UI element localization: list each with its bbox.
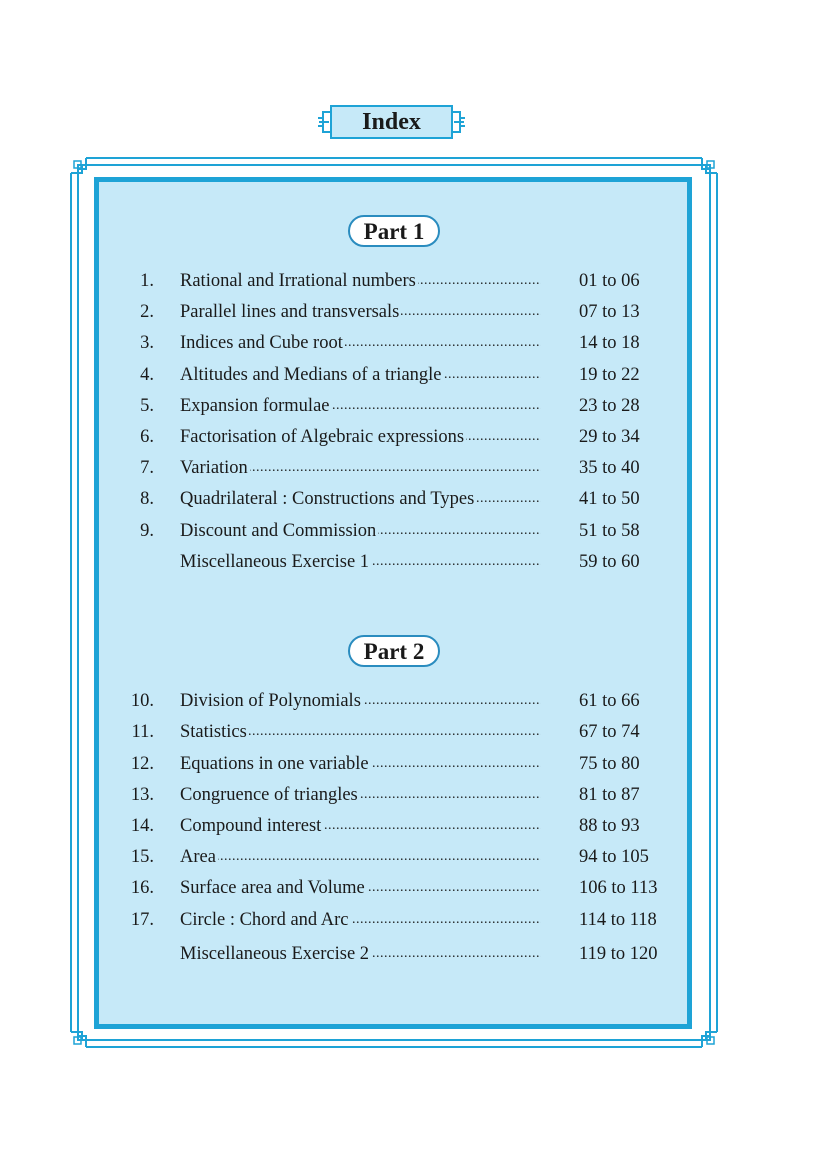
chapter-title: Quadrilateral : Constructions and Types	[180, 489, 475, 509]
chapter-number: 5.	[140, 396, 154, 416]
page-range: 41 to 50	[579, 489, 640, 509]
toc-entry[interactable]	[100, 300, 680, 324]
chapter-title: Indices and Cube root	[180, 333, 343, 353]
toc-entry[interactable]	[100, 487, 680, 511]
toc-entry[interactable]	[100, 425, 680, 449]
toc-entry[interactable]	[100, 331, 680, 355]
chapter-title: Factorisation of Algebraic expressions	[180, 427, 465, 447]
toc-entry[interactable]	[100, 814, 680, 838]
page-range: 119 to 120	[579, 944, 658, 964]
chapter-title: Surface area and Volume	[180, 878, 365, 898]
chapter-title: Division of Polynomials	[180, 691, 361, 711]
chapter-number: 10.	[130, 691, 154, 711]
chapter-number: 12.	[130, 754, 154, 774]
chapter-title: Congruence of triangles	[180, 785, 358, 805]
page-range: 07 to 13	[579, 302, 640, 322]
chapter-title: Statistics	[180, 722, 247, 742]
toc-entry[interactable]	[100, 752, 680, 776]
page-range: 23 to 28	[579, 396, 640, 416]
chapter-number: 17.	[130, 910, 154, 930]
chapter-number: 8.	[140, 489, 154, 509]
chapter-number: 13.	[130, 785, 154, 805]
chapter-number: 9.	[140, 521, 154, 541]
page-range: 01 to 06	[579, 271, 640, 291]
page-range: 14 to 18	[579, 333, 640, 353]
page-range: 75 to 80	[579, 754, 640, 774]
toc-entry[interactable]	[100, 876, 680, 900]
chapter-title: Compound interest	[180, 816, 322, 836]
page-range: 114 to 118	[579, 910, 657, 930]
toc-entry[interactable]	[100, 720, 680, 744]
chapter-number: 6.	[140, 427, 154, 447]
page-range: 61 to 66	[579, 691, 640, 711]
chapter-number: 14.	[130, 816, 154, 836]
part-1-heading: Part 1	[348, 215, 440, 247]
chapter-number: 7.	[140, 458, 154, 478]
page-range: 67 to 74	[579, 722, 640, 742]
chapter-number: 15.	[130, 847, 154, 867]
toc-entry[interactable]	[100, 269, 680, 293]
index-title-tab	[315, 104, 468, 140]
toc-entry[interactable]	[100, 845, 680, 869]
toc-entry[interactable]	[100, 394, 680, 418]
toc-entry[interactable]	[100, 689, 680, 713]
chapter-title: Equations in one variable	[180, 754, 369, 774]
chapter-title: Circle : Chord and Arc	[180, 910, 349, 930]
chapter-title: Altitudes and Medians of a triangle	[180, 365, 442, 385]
page-range: 29 to 34	[579, 427, 640, 447]
chapter-number: 3.	[140, 333, 154, 353]
toc-entry[interactable]	[100, 456, 680, 480]
toc-entry[interactable]	[100, 783, 680, 807]
chapter-number: 16.	[130, 878, 154, 898]
page-range: 106 to 113	[579, 878, 658, 898]
chapter-title: Area	[180, 847, 216, 867]
chapter-title: Parallel lines and transversals	[180, 302, 400, 322]
page-range: 19 to 22	[579, 365, 640, 385]
page-title: Index	[362, 109, 421, 135]
toc-entry[interactable]	[100, 908, 680, 932]
chapter-title: Rational and Irrational numbers	[180, 271, 416, 291]
toc-entry[interactable]	[100, 363, 680, 387]
page-range: 35 to 40	[579, 458, 640, 478]
chapter-title: Miscellaneous Exercise 1	[180, 552, 370, 572]
toc-entry[interactable]	[100, 550, 680, 574]
chapter-title: Variation	[180, 458, 248, 478]
toc-entry[interactable]	[100, 942, 680, 966]
part-2-heading: Part 2	[348, 635, 440, 667]
page-range: 94 to 105	[579, 847, 649, 867]
chapter-number: 2.	[140, 302, 154, 322]
page-range: 81 to 87	[579, 785, 640, 805]
chapter-number: 1.	[140, 271, 154, 291]
chapter-title: Miscellaneous Exercise 2	[180, 944, 370, 964]
chapter-title: Discount and Commission	[180, 521, 377, 541]
page-range: 59 to 60	[579, 552, 640, 572]
page-range: 51 to 58	[579, 521, 640, 541]
chapter-number: 11.	[131, 722, 154, 742]
toc-entry[interactable]	[100, 519, 680, 543]
chapter-number: 4.	[140, 365, 154, 385]
chapter-title: Expansion formulae	[180, 396, 330, 416]
page-range: 88 to 93	[579, 816, 640, 836]
